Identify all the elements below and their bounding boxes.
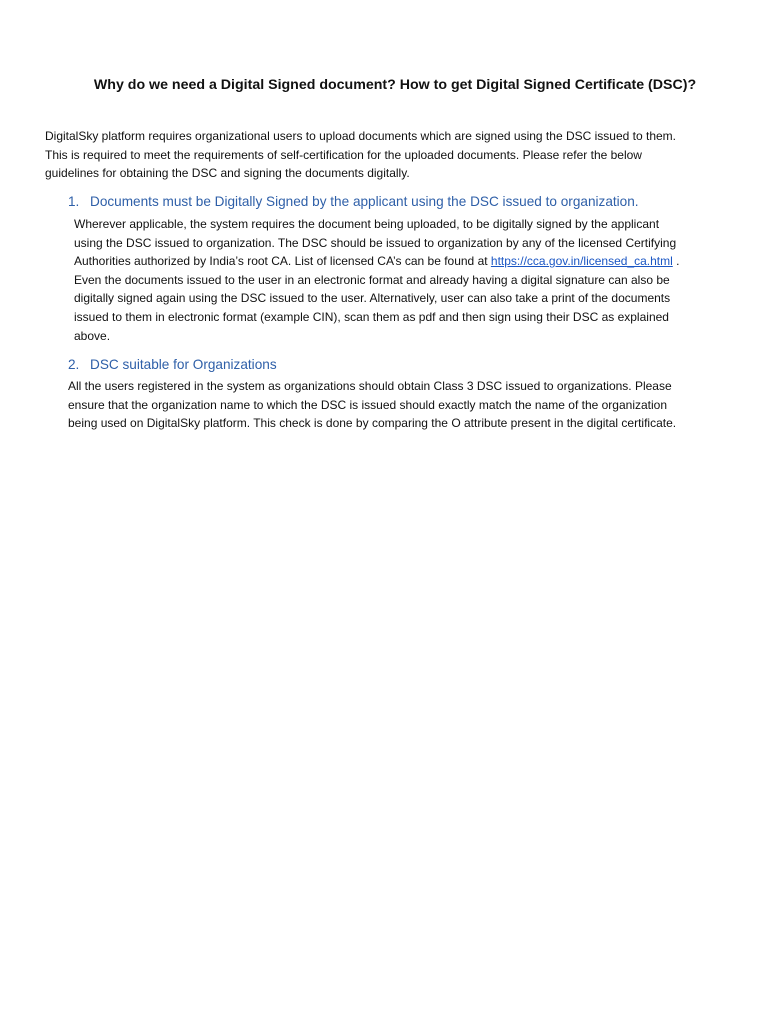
- body-line: above.: [74, 328, 111, 343]
- intro-line: This is required to meet the requirements of self-certification for the uploaded documents. Please refer the below: [45, 147, 642, 162]
- section-heading-text: Documents must be Digitally Signed by the applicant using the DSC issued to organization.: [90, 194, 639, 209]
- body-line: digitally signed again using the DSC issued to the user. Alternatively, user can also take a print of the documents: [74, 291, 671, 306]
- section-heading-text: DSC suitable for Organizations: [90, 357, 277, 372]
- body-line: Even the documents issued to the user in an electronic format and already having a digital signature can also be: [74, 272, 670, 287]
- body-line: Authorities authorized by India’s root CA. List of licensed CA’s can be found at: [74, 254, 491, 269]
- section-number: 2.: [68, 357, 80, 372]
- body-line: Wherever applicable, the system requires the document being uploaded, to be digitally signed by the applicant: [74, 217, 660, 231]
- intro-paragraph: [45, 127, 735, 183]
- section-1-heading: [68, 194, 639, 209]
- section-2-body: [68, 377, 738, 433]
- document-title: Why do we need a Digital Signed document? How to get Digital Signed Certificate (DSC)?: [93, 77, 697, 93]
- intro-line: guidelines for obtaining the DSC and signing the documents digitally.: [45, 166, 410, 181]
- intro-line: DigitalSky platform requires organizational users to upload documents which are signed using the DSC issued to them.: [45, 129, 676, 143]
- body-line: ensure that the organization name to which the DSC is issued should exactly match the name of the organization: [68, 397, 668, 412]
- section-1-body: [74, 215, 734, 345]
- body-line: being used on DigitalSky platform. This check is done by comparing the O attribute present in the digital certificate.: [68, 416, 677, 431]
- body-line: issued to them in electronic format (example CIN), scan them as pdf and then sign using their DSC as explained: [74, 309, 669, 324]
- section-2-heading: [68, 357, 277, 372]
- body-line: All the users registered in the system as organizations should obtain Class 3 DSC issued to organizations. Please: [68, 379, 672, 393]
- licensed-ca-link[interactable]: https://cca.gov.in/licensed_ca.html: [490, 254, 673, 269]
- body-line: using the DSC issued to organization. The DSC should be issued to organization by any of the licensed Certifying: [74, 235, 677, 250]
- body-line: .: [672, 254, 680, 269]
- section-number: 1.: [68, 194, 80, 209]
